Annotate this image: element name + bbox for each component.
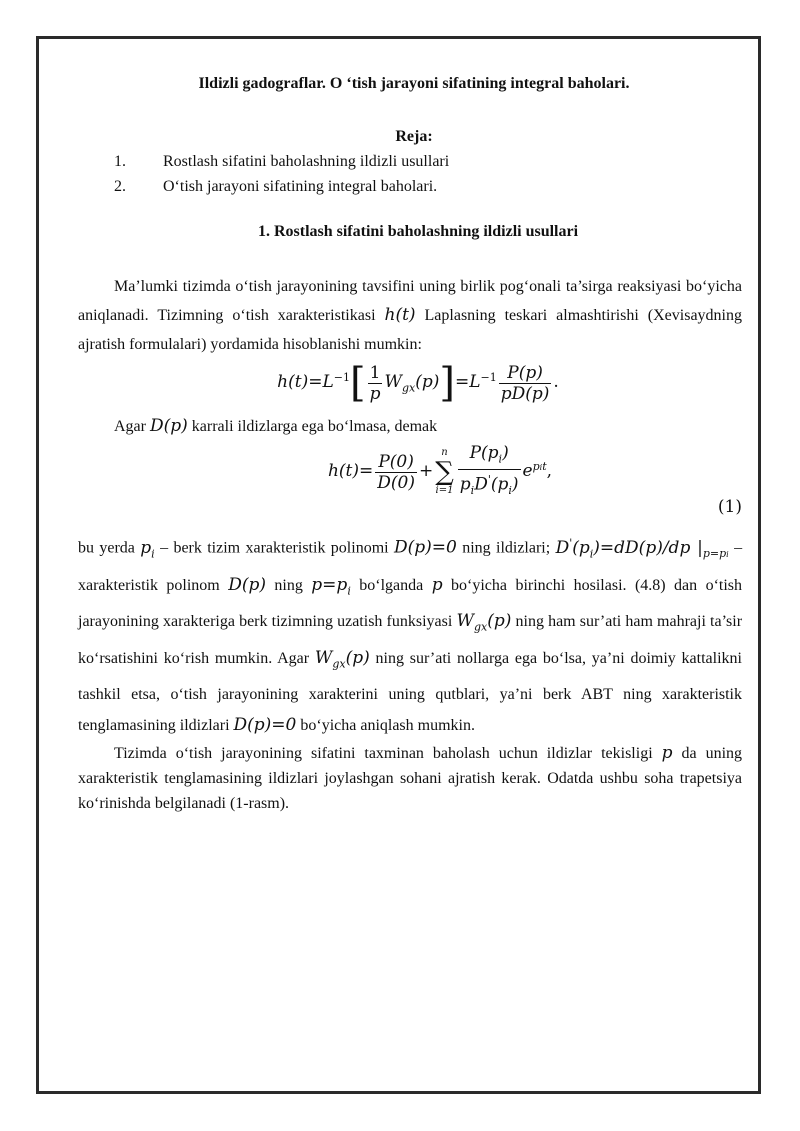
plan-item-number: 2. — [114, 178, 126, 195]
paragraph-4-text-a: Tizimda o‘tish jarayonining sifatini taxminan baholash uchun ildizlar tekisligi — [114, 745, 653, 763]
plan-item-number: 1. — [114, 153, 126, 170]
plan-item-text: O‘tish jarayoni sifatining integral baholari. — [163, 178, 438, 195]
plan-item — [78, 149, 742, 174]
document-title: Ildizli gadograflar. O ‘tish jarayoni sifatining integral baholari. — [198, 75, 630, 92]
paragraph-3-text-j: bo‘yicha aniqlash mumkin. — [300, 717, 475, 735]
paragraph-1-text-a: Ma’lumki tizimda o‘tish jarayonining tavsifini uning birlik pog‘onali ta’sirga reaksiyasi bo‘yicha aniqlanadi. Tizimning o‘tish xarakteristikasi — [78, 278, 742, 324]
plan-heading: Reja: — [395, 128, 433, 145]
paragraph-3-text-c: ning ildizlari; — [462, 539, 551, 557]
paragraph-4: Tizimda o‘tish jarayonining sifatini taxminan baholash uchun ildizlar tekisligi p da uning xarakteristik tenglamasining ildizlari joylashgan sohani ajratish kerak. Odatda ushbu soha trapetsiya ko‘rinishda belgilanadi (1-rasm). — [78, 743, 743, 813]
paragraph-3-text-i: ning sur’ati nollarga ega bo‘lsa, ya’ni doimiy kattalikni tashkil etsa, o‘tish jarayonining xarakterini uning qutblari, ya’ni berk ABT ning xarakteristik tenglamasining ildizlari — [78, 649, 742, 735]
plan-list — [78, 149, 742, 199]
paragraph-3-text-h: ning ham sur’ati ham mahraji ta’sir ko‘rsatishini ko‘rish mumkin. Agar — [78, 613, 743, 667]
paragraph-3-text-a: bu yerda — [78, 539, 135, 557]
paragraph-1-text-b: Laplasning teskari almashtirishi (Xevisaydning ajratish formulalari) yordamida hisoblanishi mumkin: — [78, 307, 743, 353]
paragraph-3-text-g: bo‘yicha birinchi hosilasi. (4.8) dan o‘tish jarayonining xarakteriga berk tizimning uzatish funksiyasi — [78, 577, 743, 631]
paragraph-3: bu yerda $p_i$ – berk tizim xarakteristik polinomi D(p)=0 ning ildizlari; $D'(p_i)=dD(p)/dp$ $|_{p=pi}$ – xarakteristik polinom D(p) ning $p=p_i$ bo‘lganda p bo‘yicha birinchi hosilasi. (4.8) dan o‘tish jarayonining xarakteriga berk tizimning uzatish funksiyasi $W_{gx}(p)$ ning ham sur’ati ham mahraji ta’sir ko‘rsatishini ko‘rish mumkin. Agar $W_{gx}(p)$ ning sur’ati nollarga ega bo‘lsa, ya’ni doimiy kattalikni tashkil etsa, o‘tish jarayonining xarakterini uning qutblari, ya’ni berk ABT ning xarakteristik tenglamasining ildizlari D(p)=0 bo‘yicha aniqlash mumkin. — [78, 536, 743, 736]
plan-item — [78, 174, 742, 199]
paragraph-3-text-e: ning — [274, 577, 303, 595]
math-D-p: D(p) — [149, 416, 188, 436]
equation-number: (1) — [717, 497, 742, 517]
paragraph-2 — [78, 414, 742, 439]
paragraph-4-text-b: da uning xarakteristik tenglamasining ildizlari joylashgan sohani ajratish kerak. Odatda ushbu soha trapetsiya ko‘rinishda belgilanadi (1-rasm). — [78, 745, 743, 813]
document-body — [78, 66, 742, 816]
paragraph-2-text-a: Agar — [114, 418, 146, 435]
paragraph-3-text-f: bo‘lganda — [359, 577, 424, 595]
math-h-t: h(t) — [384, 305, 416, 325]
paragraph-1 — [78, 272, 742, 359]
paragraph-3-text-d: – xarakteristik polinom — [78, 539, 743, 595]
formula-heaviside: h(t)= $\frac{P(0)}{D(0)}$ + n ∑ i=1 $\frac{P(p_i)}{p_iD'(p_i)}$ $e^{pit}$, (1) — [78, 443, 742, 521]
paragraph-2-text-b: karrali ildizlarga ega bo‘lmasa, demak — [191, 418, 438, 435]
section-heading: 1. Rostlash sifatini baholashning ildizli usullari — [257, 223, 579, 240]
paragraph-3-text-b: – berk tizim xarakteristik polinomi — [160, 539, 389, 557]
formula-laplace-inverse: $h(t)=L^{-1}$[ $\frac{1}{p}$ $W_{gx}(p)]=L^{-1}$ $\frac{P(p)}{pD(p)}$ . — [277, 360, 559, 406]
plan-item-text: Rostlash sifatini baholashning ildizli usullari — [163, 153, 450, 170]
